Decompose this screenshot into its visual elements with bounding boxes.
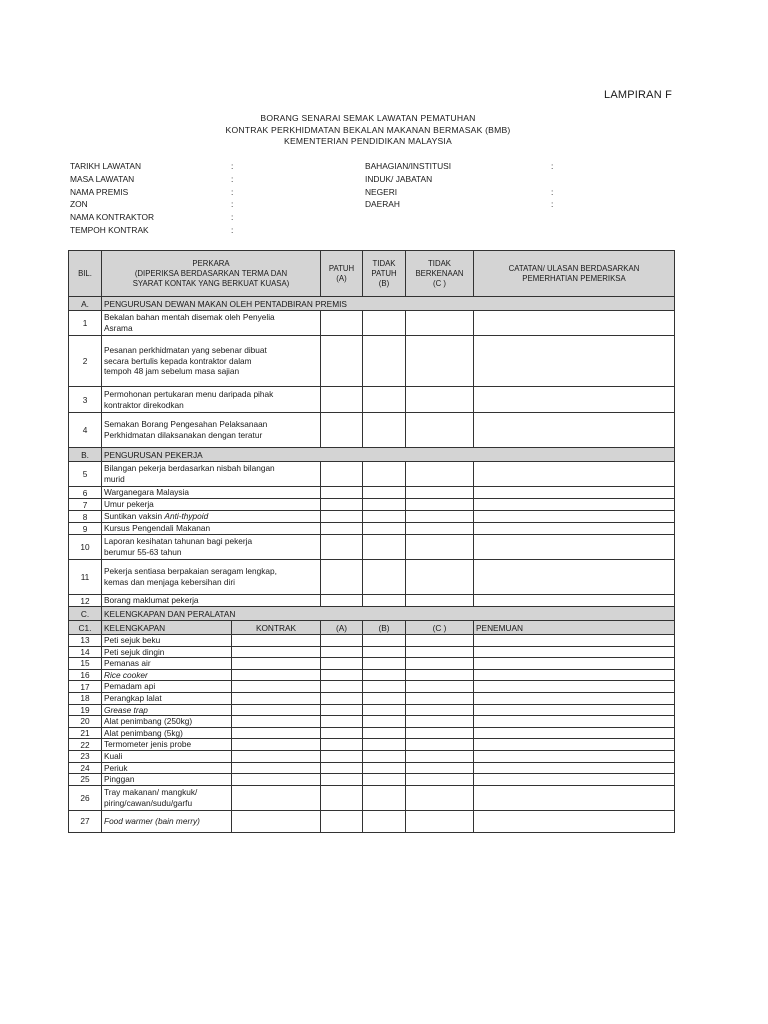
item-description: Pinggan	[102, 774, 232, 786]
table-row	[69, 692, 675, 704]
tidak-berkenaan-cell	[406, 560, 474, 595]
section-header-row	[69, 297, 675, 311]
table-row	[69, 658, 675, 670]
meta-colon: :	[551, 186, 554, 197]
table-row	[69, 635, 675, 647]
table-row	[69, 387, 675, 413]
item-description: Kuali	[102, 750, 232, 762]
catatan-cell	[474, 499, 675, 511]
tidak-berkenaan-cell	[406, 311, 474, 336]
item-italic-text: Grease trap	[104, 704, 148, 715]
patuh-cell	[321, 413, 363, 448]
tidak-berkenaan-cell	[406, 462, 474, 487]
item-description: Bekalan bahan mentah disemak oleh Penyelia Asrama	[102, 311, 321, 336]
tidak-berkenaan-cell	[406, 692, 474, 704]
tidak-berkenaan-cell	[406, 774, 474, 786]
kontrak-cell	[232, 774, 321, 786]
tidak-berkenaan-cell	[406, 499, 474, 511]
header-bil: BIL.	[69, 251, 102, 297]
tidak-berkenaan-cell	[406, 595, 474, 607]
penemuan-cell	[474, 646, 675, 658]
item-number: 13	[69, 635, 102, 647]
penemuan-cell	[474, 739, 675, 751]
meta-colon: :	[551, 199, 554, 210]
meta-label: NAMA KONTRAKTOR	[70, 212, 155, 223]
tidak-berkenaan-cell	[406, 681, 474, 693]
tidak-patuh-cell	[363, 739, 406, 751]
item-description	[102, 669, 232, 681]
tidak-berkenaan-cell	[406, 739, 474, 751]
meta-label: BAHAGIAN/INSTITUSI	[365, 161, 452, 171]
title-line-2: KONTRAK PERKHIDMATAN BEKALAN MAKANAN BERMASAK (BMB)	[225, 124, 511, 135]
item-italic-text: Anti-thypoid	[164, 511, 209, 522]
section-bil: A.	[69, 297, 102, 311]
catatan-cell	[474, 487, 675, 499]
table-row	[69, 336, 675, 387]
meta-colon: :	[231, 173, 234, 184]
item-number: 16	[69, 669, 102, 681]
item-number: 6	[69, 487, 102, 499]
penemuan-cell	[474, 658, 675, 670]
section-title: KELENGKAPAN DAN PERALATAN	[102, 607, 675, 621]
item-description: Periuk	[102, 762, 232, 774]
table-row	[69, 716, 675, 728]
table-row	[69, 727, 675, 739]
tidak-berkenaan-cell	[406, 810, 474, 832]
item-number: 4	[69, 413, 102, 448]
item-number: 17	[69, 681, 102, 693]
tidak-patuh-cell	[363, 646, 406, 658]
table-row	[69, 311, 675, 336]
patuh-cell	[321, 750, 363, 762]
item-number: 3	[69, 387, 102, 413]
item-description: Pemanas air	[102, 658, 232, 670]
kontrak-cell	[232, 704, 321, 716]
tidak-patuh-cell	[363, 635, 406, 647]
table-header-row	[69, 251, 675, 297]
tidak-patuh-cell	[363, 727, 406, 739]
tidak-patuh-cell	[363, 595, 406, 607]
table-row	[69, 704, 675, 716]
table-row	[69, 595, 675, 607]
item-italic-text: Rice cooker	[104, 669, 148, 680]
title-line-3: KEMENTERIAN PENDIDIKAN MALAYSIA	[284, 136, 452, 146]
catatan-cell	[474, 523, 675, 535]
tidak-patuh-cell	[363, 692, 406, 704]
tidak-berkenaan-cell	[406, 413, 474, 448]
section-title: PENGURUSAN DEWAN MAKAN OLEH PENTADBIRAN PREMIS	[102, 297, 675, 311]
c1-kontrak: KONTRAK	[232, 621, 321, 635]
c1-b: (B)	[363, 621, 406, 635]
tidak-berkenaan-cell	[406, 535, 474, 560]
tidak-patuh-cell	[363, 681, 406, 693]
header-tidak-berkenaan: TIDAK BERKENAAN (C )	[406, 251, 474, 297]
patuh-cell	[321, 311, 363, 336]
patuh-cell	[321, 487, 363, 499]
tidak-berkenaan-cell	[406, 785, 474, 810]
tidak-patuh-cell	[363, 669, 406, 681]
patuh-cell	[321, 511, 363, 523]
table-row	[69, 810, 675, 832]
c1-kelengkapan: KELENGKAPAN	[102, 621, 232, 635]
meta-label: INDUK/ JABATAN	[365, 173, 433, 184]
tidak-berkenaan-cell	[406, 523, 474, 535]
item-description: Laporan kesihatan tahunan bagi pekerja berumur 55-63 tahun	[102, 535, 321, 560]
kontrak-cell	[232, 750, 321, 762]
penemuan-cell	[474, 692, 675, 704]
meta-colon: :	[231, 212, 234, 223]
item-description: Bilangan pekerja berdasarkan nisbah bilangan murid	[102, 462, 321, 487]
section-title: PENGURUSAN PEKERJA	[102, 448, 675, 462]
header-catatan: CATATAN/ ULASAN BERDASARKAN PEMERHATIAN PEMERIKSA	[474, 251, 675, 297]
patuh-cell	[321, 635, 363, 647]
patuh-cell	[321, 499, 363, 511]
tidak-berkenaan-cell	[406, 336, 474, 387]
patuh-cell	[321, 658, 363, 670]
item-number: 19	[69, 704, 102, 716]
item-number: 8	[69, 511, 102, 523]
patuh-cell	[321, 774, 363, 786]
item-description: Kursus Pengendali Makanan	[102, 523, 321, 535]
penemuan-cell	[474, 704, 675, 716]
item-description: Pekerja sentiasa berpakaian seragam lengkap, kemas dan menjaga kebersihan diri	[102, 560, 321, 595]
patuh-cell	[321, 716, 363, 728]
patuh-cell	[321, 560, 363, 595]
patuh-cell	[321, 762, 363, 774]
tidak-patuh-cell	[363, 535, 406, 560]
tidak-patuh-cell	[363, 487, 406, 499]
patuh-cell	[321, 692, 363, 704]
item-description: Alat penimbang (5kg)	[102, 727, 232, 739]
tidak-patuh-cell	[363, 716, 406, 728]
penemuan-cell	[474, 681, 675, 693]
catatan-cell	[474, 336, 675, 387]
tidak-berkenaan-cell	[406, 646, 474, 658]
kontrak-cell	[232, 646, 321, 658]
meta-colon: :	[231, 224, 234, 235]
tidak-patuh-cell	[363, 387, 406, 413]
penemuan-cell	[474, 810, 675, 832]
meta-label: ZON	[70, 199, 88, 210]
kontrak-cell	[232, 692, 321, 704]
item-description: Pesanan perkhidmatan yang sebenar dibuat secara bertulis kepada kontraktor dalam tempoh 48 jam sebelum masa sajian	[102, 336, 321, 387]
item-description: Peti sejuk beku	[102, 635, 232, 647]
kontrak-cell	[232, 681, 321, 693]
item-number: 20	[69, 716, 102, 728]
patuh-cell	[321, 535, 363, 560]
kontrak-cell	[232, 716, 321, 728]
item-number: 24	[69, 762, 102, 774]
meta-colon: :	[231, 186, 234, 197]
table-row	[69, 535, 675, 560]
item-number: 22	[69, 739, 102, 751]
table-row	[69, 774, 675, 786]
tidak-berkenaan-cell	[406, 716, 474, 728]
item-number: 27	[69, 810, 102, 832]
table-row	[69, 785, 675, 810]
item-number: 21	[69, 727, 102, 739]
penemuan-cell	[474, 750, 675, 762]
table-row	[69, 750, 675, 762]
penemuan-cell	[474, 785, 675, 810]
tidak-berkenaan-cell	[406, 727, 474, 739]
table-row	[69, 681, 675, 693]
item-number: 14	[69, 646, 102, 658]
table-row	[69, 511, 675, 523]
c1-c: (C )	[406, 621, 474, 635]
patuh-cell	[321, 739, 363, 751]
meta-colon: :	[231, 199, 234, 210]
catatan-cell	[474, 387, 675, 413]
tidak-patuh-cell	[363, 511, 406, 523]
tidak-patuh-cell	[363, 658, 406, 670]
header-patuh: PATUH (A)	[321, 251, 363, 297]
section-header-row	[69, 607, 675, 621]
item-number: 25	[69, 774, 102, 786]
item-description: Alat penimbang (250kg)	[102, 716, 232, 728]
item-number: 9	[69, 523, 102, 535]
c1-penemuan: PENEMUAN	[474, 621, 675, 635]
section-bil: B.	[69, 448, 102, 462]
tidak-patuh-cell	[363, 413, 406, 448]
tidak-patuh-cell	[363, 336, 406, 387]
patuh-cell	[321, 810, 363, 832]
tidak-patuh-cell	[363, 774, 406, 786]
patuh-cell	[321, 336, 363, 387]
item-number: 1	[69, 311, 102, 336]
tidak-patuh-cell	[363, 499, 406, 511]
catatan-cell	[474, 535, 675, 560]
c1-header-row	[69, 621, 675, 635]
penemuan-cell	[474, 774, 675, 786]
catatan-cell	[474, 413, 675, 448]
table-row	[69, 487, 675, 499]
patuh-cell	[321, 704, 363, 716]
tidak-berkenaan-cell	[406, 658, 474, 670]
tidak-patuh-cell	[363, 523, 406, 535]
patuh-cell	[321, 669, 363, 681]
tidak-berkenaan-cell	[406, 487, 474, 499]
penemuan-cell	[474, 762, 675, 774]
meta-label: NAMA PREMIS	[70, 186, 129, 197]
kontrak-cell	[232, 762, 321, 774]
tidak-berkenaan-cell	[406, 635, 474, 647]
catatan-cell	[474, 595, 675, 607]
item-number: 12	[69, 595, 102, 607]
tidak-berkenaan-cell	[406, 750, 474, 762]
tidak-berkenaan-cell	[406, 704, 474, 716]
form-title	[0, 113, 736, 148]
tidak-patuh-cell	[363, 560, 406, 595]
item-italic-text: Food warmer (bain merry)	[104, 815, 200, 826]
kontrak-cell	[232, 727, 321, 739]
kontrak-cell	[232, 669, 321, 681]
item-description: Termometer jenis probe	[102, 739, 232, 751]
patuh-cell	[321, 727, 363, 739]
item-description: Suntikan vaksin Anti-thypoid	[102, 511, 321, 523]
checklist-table	[68, 250, 675, 833]
item-description: Semakan Borang Pengesahan Pelaksanaan Perkhidmatan dilaksanakan dengan teratur	[102, 413, 321, 448]
meta-colon: :	[231, 161, 234, 171]
kontrak-cell	[232, 785, 321, 810]
tidak-patuh-cell	[363, 704, 406, 716]
penemuan-cell	[474, 727, 675, 739]
tidak-berkenaan-cell	[406, 762, 474, 774]
kontrak-cell	[232, 810, 321, 832]
table-row	[69, 669, 675, 681]
tidak-patuh-cell	[363, 462, 406, 487]
table-row	[69, 560, 675, 595]
kontrak-cell	[232, 739, 321, 751]
header-perkara: PERKARA (DIPERIKSA BERDASARKAN TERMA DAN SYARAT KONTAK YANG BERKUAT KUASA)	[102, 251, 321, 297]
catatan-cell	[474, 311, 675, 336]
penemuan-cell	[474, 669, 675, 681]
meta-label: MASA LAWATAN	[70, 173, 135, 184]
c1-bil: C1.	[69, 621, 102, 635]
patuh-cell	[321, 462, 363, 487]
patuh-cell	[321, 785, 363, 810]
table-row	[69, 646, 675, 658]
catatan-cell	[474, 511, 675, 523]
tidak-patuh-cell	[363, 311, 406, 336]
patuh-cell	[321, 646, 363, 658]
penemuan-cell	[474, 635, 675, 647]
patuh-cell	[321, 387, 363, 413]
item-number: 5	[69, 462, 102, 487]
item-number: 11	[69, 560, 102, 595]
item-description: Warganegara Malaysia	[102, 487, 321, 499]
tidak-patuh-cell	[363, 750, 406, 762]
tidak-patuh-cell	[363, 810, 406, 832]
meta-label: NEGERI	[365, 186, 398, 197]
penemuan-cell	[474, 716, 675, 728]
item-description: Peti sejuk dingin	[102, 646, 232, 658]
meta-label: DAERAH	[365, 199, 400, 210]
tidak-berkenaan-cell	[406, 511, 474, 523]
meta-colon: :	[551, 161, 554, 171]
patuh-cell	[321, 523, 363, 535]
table-row	[69, 462, 675, 487]
catatan-cell	[474, 462, 675, 487]
tidak-patuh-cell	[363, 762, 406, 774]
kontrak-cell	[232, 635, 321, 647]
item-number: 26	[69, 785, 102, 810]
tidak-berkenaan-cell	[406, 669, 474, 681]
item-number: 7	[69, 499, 102, 511]
item-description: Permohonan pertukaran menu daripada pihak kontraktor direkodkan	[102, 387, 321, 413]
visit-info	[70, 160, 590, 237]
kontrak-cell	[232, 658, 321, 670]
table-row	[69, 739, 675, 751]
table-row	[69, 499, 675, 511]
item-description: Borang maklumat pekerja	[102, 595, 321, 607]
patuh-cell	[321, 595, 363, 607]
c1-a: (A)	[321, 621, 363, 635]
table-row	[69, 523, 675, 535]
item-number: 23	[69, 750, 102, 762]
tidak-berkenaan-cell	[406, 387, 474, 413]
patuh-cell	[321, 681, 363, 693]
meta-label: TEMPOH KONTRAK	[70, 224, 149, 235]
item-description: Perangkap lalat	[102, 692, 232, 704]
item-description: Umur pekerja	[102, 499, 321, 511]
section-bil: C.	[69, 607, 102, 621]
item-description: Pemadam api	[102, 681, 232, 693]
item-number: 2	[69, 336, 102, 387]
attachment-label: LAMPIRAN F	[604, 89, 673, 101]
meta-label: TARIKH LAWATAN	[70, 161, 142, 171]
tidak-patuh-cell	[363, 785, 406, 810]
table-row	[69, 413, 675, 448]
title-line-1: BORANG SENARAI SEMAK LAWATAN PEMATUHAN	[260, 113, 476, 123]
item-description	[102, 810, 232, 832]
section-header-row	[69, 448, 675, 462]
table-row	[69, 762, 675, 774]
header-tidak-patuh: TIDAK PATUH (B)	[363, 251, 406, 297]
catatan-cell	[474, 560, 675, 595]
item-number: 10	[69, 535, 102, 560]
item-description: Tray makanan/ mangkuk/ piring/cawan/sudu/garfu	[102, 785, 232, 810]
item-number: 18	[69, 692, 102, 704]
item-description	[102, 704, 232, 716]
item-number: 15	[69, 658, 102, 670]
